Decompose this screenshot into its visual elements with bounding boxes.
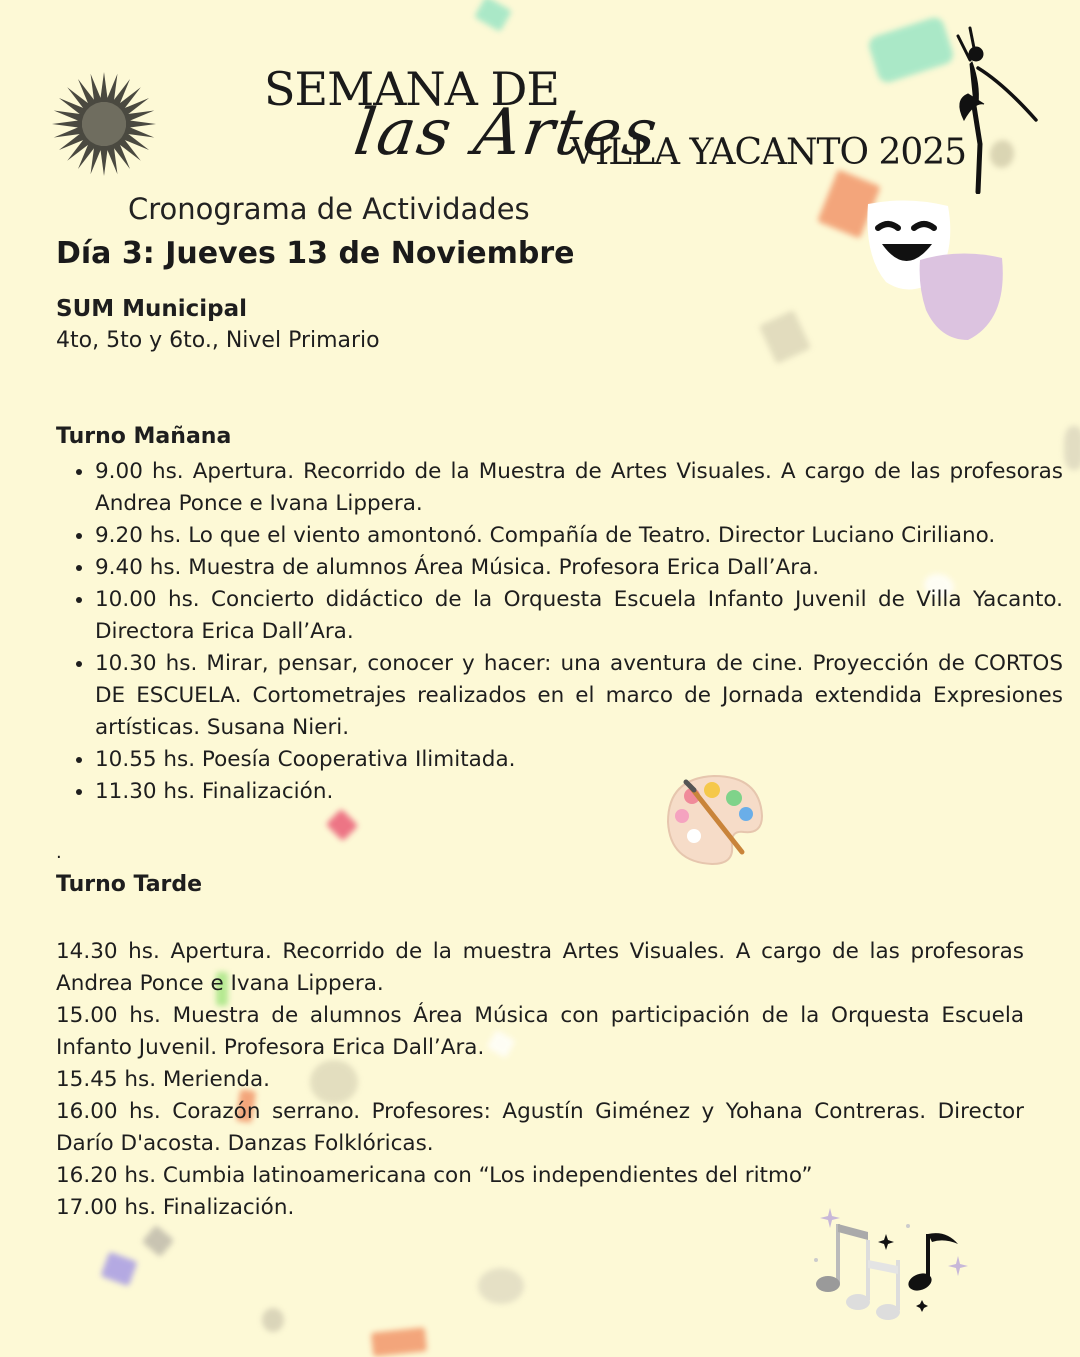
morning-schedule-list (56, 456, 1063, 808)
list-item: • 10.55 hs. Poesía Cooperativa Ilimitada. (95, 744, 1063, 776)
venue-name: SUM Municipal (56, 296, 248, 322)
list-item: 16.20 hs. Cumbia latinoamericana con “Los independientes del ritmo” (56, 1163, 813, 1188)
list-item: • 9.20 hs. Lo que el viento amontonó. Compañía de Teatro. Director Luciano Ciriliano. (95, 520, 1063, 552)
separator-dot: . (56, 842, 62, 863)
list-item: • 10.30 hs. Mirar, pensar, conocer y hacer: una aventura de cine. Proyección de CORTOS DE ESCUELA. Cortometrajes realizados en el marco de Jornada extendida Expresiones artísticas. Susana Nieri. (95, 648, 1063, 744)
theater-masks-icon (860, 200, 1010, 348)
confetti-piece (1064, 426, 1080, 470)
list-item: 16.00 hs. Corazón serrano. Profesores: Agustín Giménez y Yohana Contreras. Director Darío D'acosta. Danzas Folklóricas. (56, 1099, 1024, 1156)
audience-level: 4to, 5to y 6to., Nivel Primario (56, 328, 380, 353)
confetti-piece (100, 1252, 137, 1287)
list-item: • 9.40 hs. Muestra de alumnos Área Música. Profesora Erica Dall’Ara. (95, 552, 1063, 584)
paint-palette-icon (664, 772, 766, 868)
event-title-place: VILLA YACANTO 2025 (570, 132, 967, 173)
morning-heading: Turno Mañana (56, 424, 232, 449)
list-item: • 9.00 hs. Apertura. Recorrido de la Muestra de Artes Visuales. A cargo de las profesoras Andrea Ponce e Ivana Lippera. (95, 456, 1063, 520)
list-item: 15.00 hs. Muestra de alumnos Área Música con participación de la Orquesta Escuela Infanto Juvenil. Profesora Erica Dall’Ara. (56, 1003, 1024, 1060)
list-item: 15.45 hs. Merienda. (56, 1067, 270, 1092)
confetti-piece (759, 310, 811, 364)
confetti-piece (474, 0, 512, 32)
list-item: • 11.30 hs. Finalización. (95, 776, 1063, 808)
confetti-piece (326, 809, 359, 842)
list-item: 17.00 hs. Finalización. (56, 1195, 295, 1220)
event-title-line1: SEMANA DE (264, 62, 559, 116)
schedule-subtitle: Cronograma de Actividades (128, 192, 530, 226)
confetti-piece (478, 1268, 524, 1304)
afternoon-heading: Turno Tarde (56, 872, 203, 897)
ballerina-icon (944, 24, 1044, 194)
list-item: 14.30 hs. Apertura. Recorrido de la muestra Artes Visuales. A cargo de las profesoras Andrea Ponce e Ivana Lippera. (56, 939, 1024, 996)
confetti-piece (371, 1327, 427, 1357)
confetti-piece (142, 1225, 175, 1257)
music-notes-icon (808, 1204, 976, 1328)
day-heading: Día 3: Jueves 13 de Noviembre (56, 236, 575, 271)
list-item: • 10.00 hs. Concierto didáctico de la Orquesta Escuela Infanto Juvenil de Villa Yacanto. Directora Erica Dall’Ara. (95, 584, 1063, 648)
afternoon-schedule-list (56, 936, 1024, 1224)
confetti-piece (866, 15, 955, 85)
event-title-script: las Artes (349, 96, 664, 170)
confetti-piece (262, 1308, 284, 1332)
sun-burst-icon (50, 70, 158, 178)
